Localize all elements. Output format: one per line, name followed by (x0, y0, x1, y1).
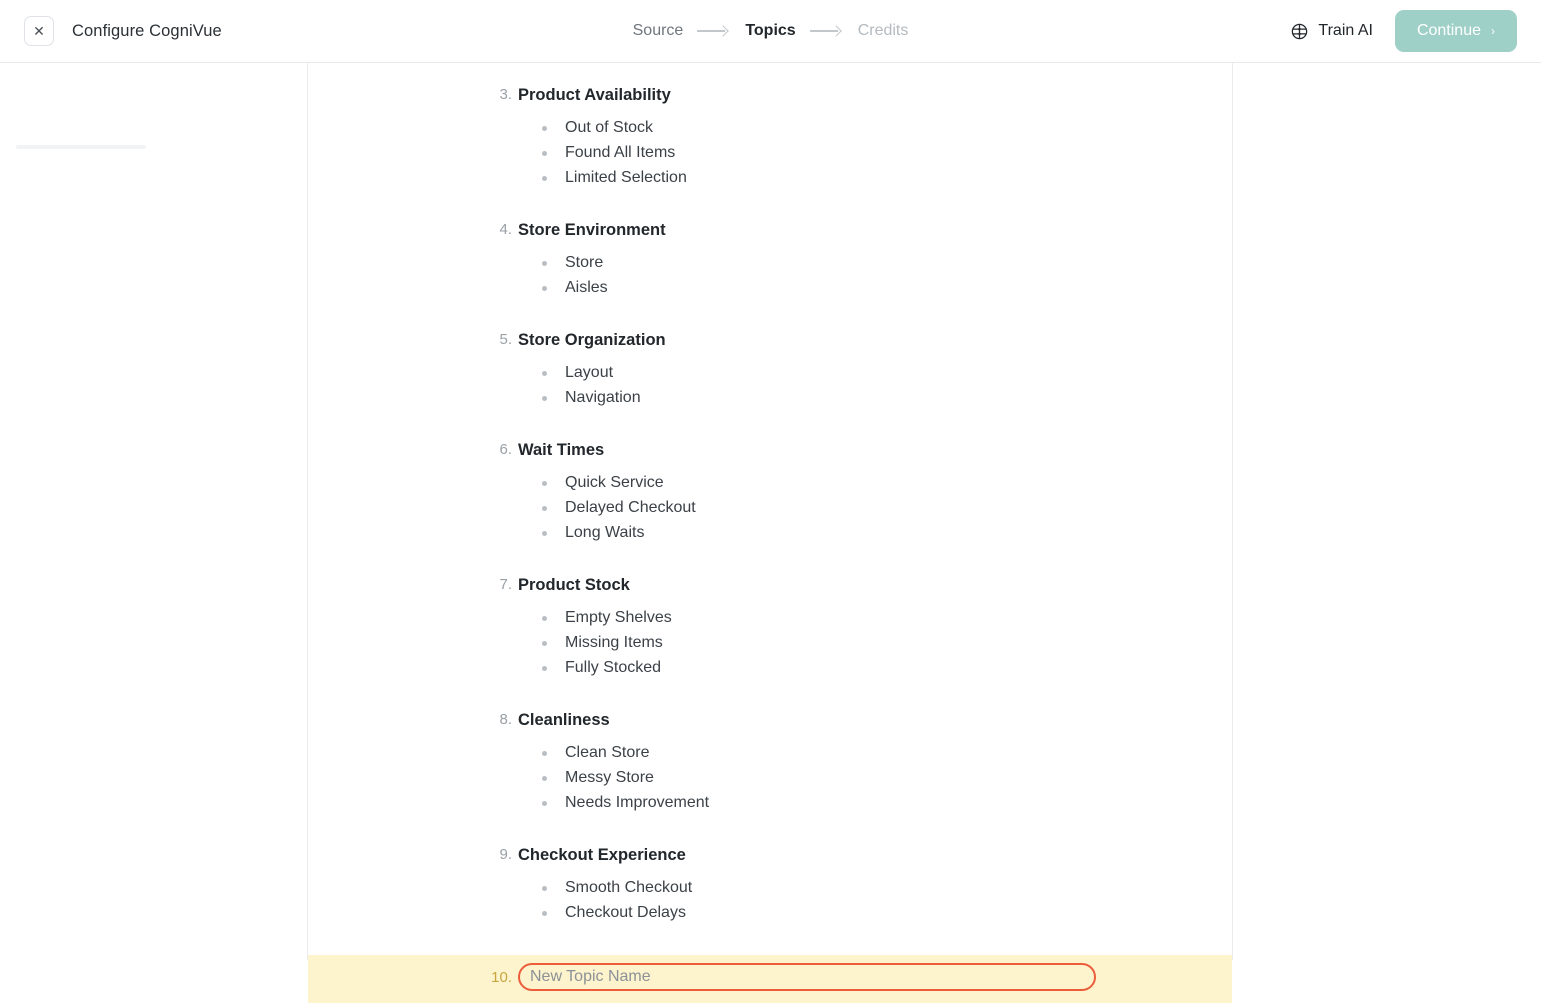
brain-circuit-icon (1290, 22, 1309, 41)
subtopic-item[interactable]: Layout (539, 360, 1232, 385)
subtopic-item[interactable]: Needs Improvement (539, 790, 1232, 815)
topic-index: 7. (499, 576, 512, 593)
topics-list (308, 63, 1232, 1003)
left-panel (0, 63, 308, 960)
topics-panel[interactable] (308, 63, 1233, 986)
new-topic-row[interactable] (308, 955, 1232, 1003)
close-icon: ✕ (33, 23, 45, 39)
topic-title[interactable]: Product Availability (518, 86, 671, 104)
subtopic-item[interactable]: Quick Service (539, 470, 1232, 495)
chevron-right-icon: › (1491, 24, 1495, 38)
subtopic-item[interactable]: Long Waits (539, 520, 1232, 545)
subtopic-item[interactable]: Found All Items (539, 140, 1232, 165)
topic-item[interactable] (308, 440, 1232, 545)
subtopic-item[interactable]: Limited Selection (539, 165, 1232, 190)
topic-index: 6. (499, 441, 512, 458)
subtopic-item[interactable]: Checkout Delays (539, 900, 1232, 925)
topic-index: 4. (499, 221, 512, 238)
topic-item[interactable] (308, 330, 1232, 410)
topic-item[interactable] (308, 710, 1232, 815)
subtopic-item[interactable]: Messy Store (539, 765, 1232, 790)
topic-title[interactable]: Wait Times (518, 441, 605, 459)
subtopic-item[interactable]: Store (539, 250, 1232, 275)
subtopic-list (480, 115, 1232, 190)
topic-title[interactable]: Product Stock (518, 576, 630, 594)
step-credits[interactable]: Credits (857, 22, 909, 39)
topic-title[interactable]: Store Environment (518, 221, 666, 239)
subtopic-item[interactable]: Delayed Checkout (539, 495, 1232, 520)
continue-label: Continue (1416, 22, 1481, 39)
subtopic-item[interactable]: Aisles (539, 275, 1232, 300)
placeholder-line (16, 145, 146, 149)
top-bar-actions (1290, 10, 1517, 52)
new-topic-input[interactable] (518, 963, 1096, 991)
topic-item[interactable] (308, 575, 1232, 680)
subtopic-item[interactable]: Fully Stocked (539, 655, 1232, 680)
subtopic-list (480, 360, 1232, 410)
new-topic-index: 10. (491, 969, 512, 986)
subtopic-item[interactable]: Empty Shelves (539, 605, 1232, 630)
subtopic-item[interactable]: Smooth Checkout (539, 875, 1232, 900)
topic-item[interactable] (308, 85, 1232, 190)
topic-item[interactable] (308, 220, 1232, 300)
arrow-icon (810, 25, 844, 37)
breadcrumb (633, 22, 909, 40)
topic-index: 8. (499, 711, 512, 728)
arrow-icon (697, 25, 731, 37)
train-ai-label: Train AI (1318, 22, 1373, 39)
right-panel (1233, 63, 1541, 960)
subtopic-item[interactable]: Clean Store (539, 740, 1232, 765)
train-ai-button[interactable] (1290, 22, 1373, 41)
subtopic-item[interactable]: Out of Stock (539, 115, 1232, 140)
topic-title[interactable]: Cleanliness (518, 711, 610, 729)
subtopic-item[interactable]: Navigation (539, 385, 1232, 410)
subtopic-list (480, 740, 1232, 815)
topic-index: 3. (499, 86, 512, 103)
main-content (0, 63, 1541, 986)
top-bar (0, 0, 1541, 63)
topic-title[interactable]: Checkout Experience (518, 846, 686, 864)
close-button[interactable] (24, 16, 54, 46)
subtopic-list (480, 470, 1232, 545)
topic-index: 9. (499, 846, 512, 863)
step-source[interactable]: Source (632, 22, 684, 39)
subtopic-item[interactable]: Missing Items (539, 630, 1232, 655)
step-topics[interactable]: Topics (745, 22, 796, 39)
subtopic-list (480, 605, 1232, 680)
continue-button[interactable] (1395, 10, 1517, 52)
page-title: Configure CogniVue (72, 21, 222, 40)
topic-item[interactable] (308, 845, 1232, 925)
subtopic-list (480, 875, 1232, 925)
subtopic-list (480, 250, 1232, 300)
topic-title[interactable]: Store Organization (518, 331, 666, 349)
topic-index: 5. (499, 331, 512, 348)
